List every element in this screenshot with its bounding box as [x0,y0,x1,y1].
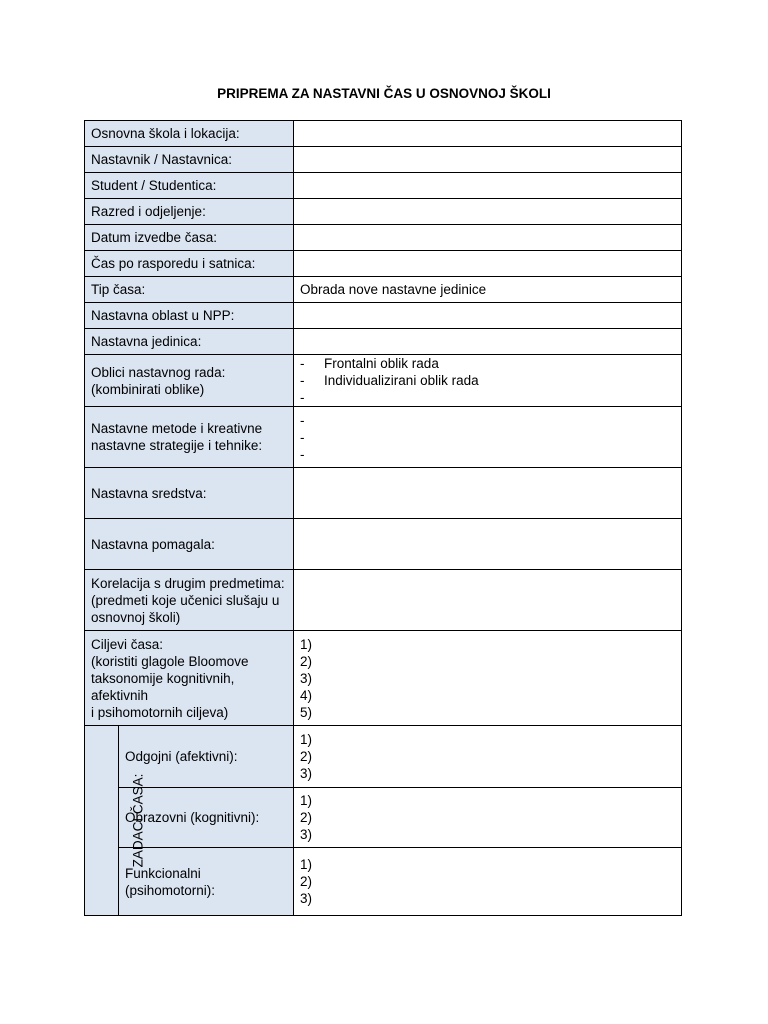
list-item: 5) [300,704,313,720]
list-item: 3) [300,891,313,906]
field-nastavna-oblast[interactable] [294,303,682,329]
label-datum: Datum izvedbe časa: [85,225,294,251]
row-obrazovni [85,788,682,848]
label-nastavna-oblast: Nastavna oblast u NPP: [85,303,294,329]
label-metode-line1: Nastavne metode i kreativne [91,421,263,436]
label-ciljevi-line1: Ciljevi časa: [91,636,164,652]
row-odgojni [85,726,682,788]
label-razred: Razred i odjeljenje: [85,199,294,225]
list-item: - [300,446,305,462]
field-korelacija[interactable] [294,570,682,631]
label-sredstva: Nastavna sredstva: [85,468,294,519]
field-obrazovni[interactable] [294,788,682,848]
label-korelacija-line3: osnovnoj školi) [91,609,181,625]
label-obrazovni: Obrazovni (kognitivni): [119,788,294,848]
label-odgojni: Odgojni (afektivni): [119,726,294,788]
field-osnovna-skola[interactable] [294,121,682,147]
row-korelacija [85,570,682,631]
list-item: 2) [300,874,313,889]
label-ciljevi [85,631,294,726]
field-student[interactable] [294,173,682,199]
field-tip-casa[interactable]: Obrada nove nastavne jedinice [294,277,682,303]
row-osnovna-skola [85,121,682,147]
row-oblici [85,355,682,407]
label-pomagala: Nastavna pomagala: [85,519,294,570]
list-item: 3) [300,670,313,686]
label-cas-raspored: Čas po rasporedu i satnica: [85,251,294,277]
row-cas-raspored [85,251,682,277]
list-item: - Individualizirani oblik rada [300,373,479,388]
list-item: - [300,412,305,428]
label-ciljevi-line3: taksonomije kognitivnih, afektivnih [91,670,235,703]
label-korelacija-line2: (predmeti koje učenici slušaju u [91,592,280,608]
list-item: 3) [300,827,313,842]
label-oblici-line2: (kombinirati oblike) [91,381,205,397]
field-odgojni[interactable] [294,726,682,788]
list-item: 2) [300,653,313,669]
row-nastavnik [85,147,682,173]
label-ciljevi-line2: (koristiti glagole Bloomove [91,653,249,669]
page-title: PRIPREMA ZA NASTAVNI ČAS U OSNOVNOJ ŠKOLI [217,86,551,101]
label-korelacija-line1: Korelacija s drugim predmetima: [91,575,285,591]
field-sredstva[interactable] [294,468,682,519]
row-funkcionalni [85,848,682,916]
label-tip-casa: Tip časa: [85,277,294,303]
row-nastavna-jedinica [85,329,682,355]
label-funkcionalni: Funkcionalni (psihomotorni): [119,848,294,916]
label-metode [85,407,294,468]
label-student: Student / Studentica: [85,173,294,199]
list-item: 3) [300,766,313,781]
list-item: - [300,390,305,405]
zadaci-side-label: ZADACI ČASA: [85,726,119,916]
field-funkcionalni[interactable] [294,848,682,916]
row-datum [85,225,682,251]
field-razred[interactable] [294,199,682,225]
row-student [85,173,682,199]
row-sredstva [85,468,682,519]
label-korelacija [85,570,294,631]
label-nastavna-jedinica: Nastavna jedinica: [85,329,294,355]
label-oblici-line1: Oblici nastavnog rada: [91,364,226,380]
row-metode [85,407,682,468]
list-item: 1) [300,732,313,747]
field-nastavna-jedinica[interactable] [294,329,682,355]
list-item: 4) [300,687,313,703]
list-item: - Frontalni oblik rada [300,356,439,371]
list-item: 1) [300,636,313,652]
label-nastavnik: Nastavnik / Nastavnica: [85,147,294,173]
field-nastavnik[interactable] [294,147,682,173]
label-osnovna-skola: Osnovna škola i lokacija: [85,121,294,147]
lesson-plan-table [84,120,682,916]
field-pomagala[interactable] [294,519,682,570]
field-metode[interactable] [294,407,682,468]
row-ciljevi [85,631,682,726]
field-oblici[interactable] [294,355,682,407]
list-item: - [300,429,305,445]
list-item: 2) [300,810,313,825]
list-item: 1) [300,857,313,872]
field-datum[interactable] [294,225,682,251]
row-nastavna-oblast [85,303,682,329]
row-tip-casa [85,277,682,303]
list-item: 2) [300,749,313,764]
label-oblici [85,355,294,407]
field-ciljevi[interactable] [294,631,682,726]
field-cas-raspored[interactable] [294,251,682,277]
label-metode-line2: nastavne strategije i tehnike: [91,438,263,453]
label-ciljevi-line4: i psihomotornih ciljeva) [91,704,229,720]
row-razred [85,199,682,225]
list-item: 1) [300,793,313,808]
row-pomagala [85,519,682,570]
